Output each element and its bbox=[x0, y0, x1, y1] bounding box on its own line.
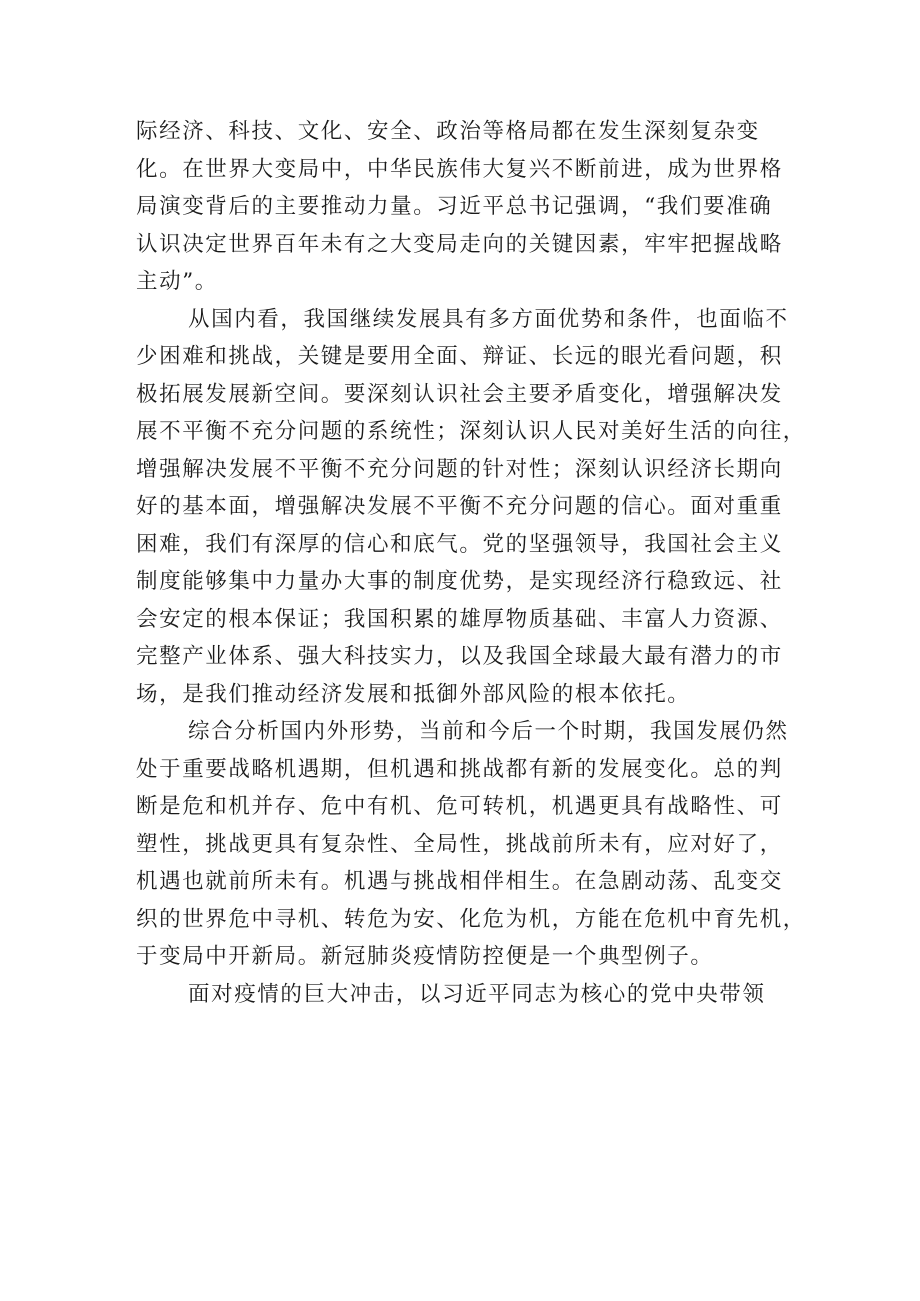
text-line: 展不平衡不充分问题的系统性；深刻认识人民对美好生活的向往， bbox=[136, 419, 806, 444]
text-line-first: 从国内看，我国继续发展具有多方面优势和条件，也面临不 bbox=[188, 306, 789, 332]
paragraph-4 bbox=[136, 976, 806, 1014]
paragraph-3 bbox=[136, 713, 806, 976]
text-line: 机遇也就前所未有。机遇与挑战相伴相生。在急剧动荡、乱变交 bbox=[136, 869, 783, 894]
text-line-first: 综合分析国内外形势，当前和今后一个时期，我国发展仍然 bbox=[188, 719, 789, 744]
text-line: 认识决定世界百年未有之大变局走向的关键因素，牢牢把握战略 bbox=[136, 231, 783, 257]
text-line: 增强解决发展不平衡不充分问题的针对性；深刻认识经济长期向 bbox=[136, 456, 783, 482]
text-line: 断是危和机并存、危中有机、危可转机，机遇更具有战略性、可 bbox=[136, 794, 783, 819]
paragraph-1 bbox=[136, 113, 806, 301]
text-line: 完整产业体系、强大科技实力，以及我国全球最大最有潜力的市 bbox=[136, 644, 783, 669]
text-line: 化。在世界大变局中，中华民族伟大复兴不断前进，成为世界格 bbox=[136, 156, 783, 182]
paragraph-2 bbox=[136, 301, 806, 714]
text-line: 处于重要战略机遇期，但机遇和挑战都有新的发展变化。总的判 bbox=[136, 756, 783, 782]
text-line: 局演变背后的主要推动力量。习近平总书记强调，“我们要准确 bbox=[136, 194, 773, 219]
text-line: 会安定的根本保证；我国积累的雄厚物质基础、丰富人力资源、 bbox=[136, 606, 783, 632]
text-line: 少困难和挑战，关键是要用全面、辩证、长远的眼光看问题，积 bbox=[136, 344, 783, 369]
text-line: 场，是我们推动经济发展和抵御外部风险的根本依托。 bbox=[136, 681, 691, 707]
text-line-first: 面对疫情的巨大冲击，以习近平同志为核心的党中央带领 bbox=[188, 981, 766, 1007]
text-line: 织的世界危中寻机、转危为安、化危为机，方能在危机中育先机， bbox=[136, 906, 806, 932]
document-body bbox=[136, 113, 806, 1013]
text-line: 好的基本面，增强解决发展不平衡不充分问题的信心。面对重重 bbox=[136, 494, 783, 519]
text-line: 困难，我们有深厚的信心和底气。党的坚强领导，我国社会主义 bbox=[136, 531, 783, 557]
text-line: 极拓展发展新空间。要深刻认识社会主要矛盾变化，增强解决发 bbox=[136, 381, 783, 407]
text-line: 际经济、科技、文化、安全、政治等格局都在发生深刻复杂变 bbox=[136, 119, 760, 144]
text-line: 制度能够集中力量办大事的制度优势，是实现经济行稳致远、社 bbox=[136, 569, 783, 594]
text-line: 塑性，挑战更具有复杂性、全局性，挑战前所未有，应对好了， bbox=[136, 831, 783, 857]
text-line: 于变局中开新局。新冠肺炎疫情防控便是一个典型例子。 bbox=[136, 944, 714, 969]
text-line: 主动”。 bbox=[136, 269, 218, 294]
